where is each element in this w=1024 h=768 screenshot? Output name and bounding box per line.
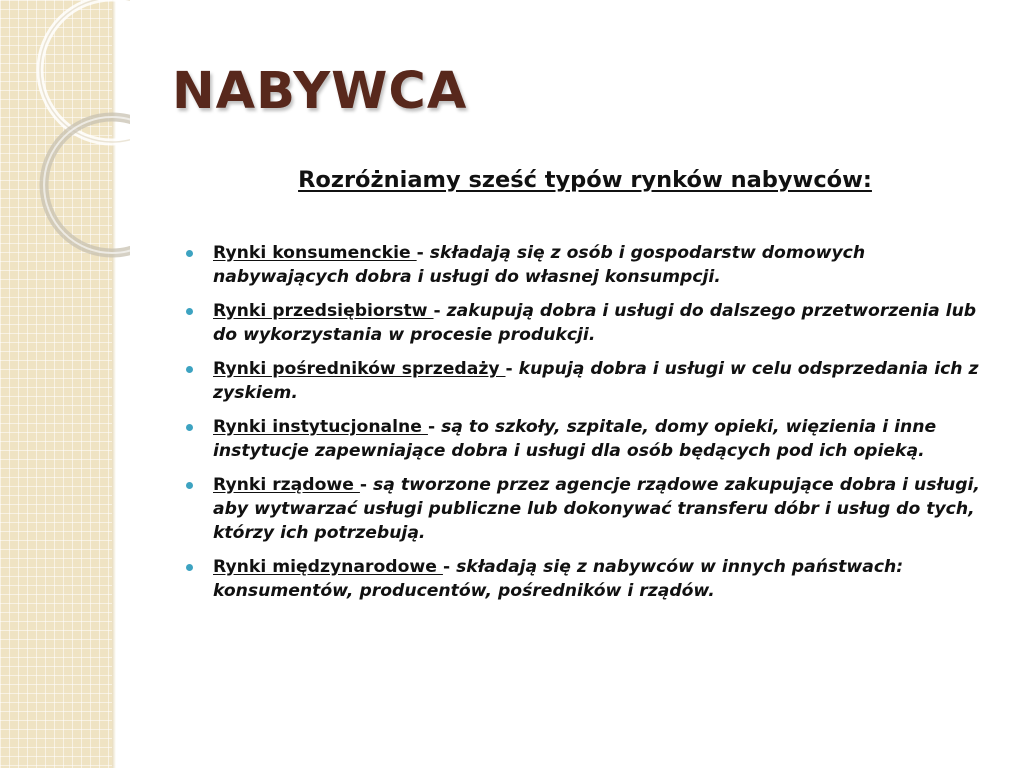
list-item [186,241,986,289]
market-description: składają się z nabywców w innych państwach: konsumentów, producentów, pośredników i rządów. [213,557,904,601]
market-term: Rynki rządowe [213,475,360,495]
market-description: są tworzone przez agencje rządowe zakupujące dobra i usługi, aby wytwarzać usługi publiczne lub dokonywać transferu dóbr i usług do tych, którzy ich potrzebują. [213,475,980,543]
term-separator: - [433,301,447,321]
market-types-list [186,241,986,613]
market-description: składają się z osób i gospodarstw domowych nabywających dobra i usługi do własnej konsumpcji. [213,243,866,287]
round-bullet-icon [186,424,193,431]
market-term: Rynki przedsiębiorstw [213,301,434,321]
list-item [186,473,986,545]
market-description: zakupują dobra i usługi do dalszego przetworzenia lub do wykorzystania w procesie produkcji. [213,301,977,345]
market-term: Rynki pośredników sprzedaży [213,359,506,379]
term-separator: - [416,243,430,263]
slide-subtitle: Rozróżniamy sześć typów rynków nabywców: [298,167,872,193]
round-bullet-icon [186,250,193,257]
list-item [186,357,986,405]
list-item [186,299,986,347]
market-description: kupują dobra i usługi w celu odsprzedania ich z zyskiem. [213,359,979,403]
term-separator: - [427,417,442,437]
slide-title: NABYWCA [172,62,468,121]
round-bullet-icon [186,366,193,373]
round-bullet-icon [186,564,193,571]
list-item [186,555,986,603]
round-bullet-icon [186,308,193,315]
term-separator: - [505,359,519,379]
list-item [186,415,986,463]
market-term: Rynki międzynarodowe [213,557,443,577]
market-term: Rynki konsumenckie [213,243,417,263]
round-bullet-icon [186,482,193,489]
decorative-rings-icon [0,0,130,260]
term-separator: - [359,475,374,495]
market-term: Rynki instytucjonalne [213,417,428,437]
term-separator: - [442,557,457,577]
market-description: są to szkoły, szpitale, domy opieki, więzienia i inne instytucje zapewniające dobra i usługi dla osób będących pod ich opieką. [213,417,937,461]
